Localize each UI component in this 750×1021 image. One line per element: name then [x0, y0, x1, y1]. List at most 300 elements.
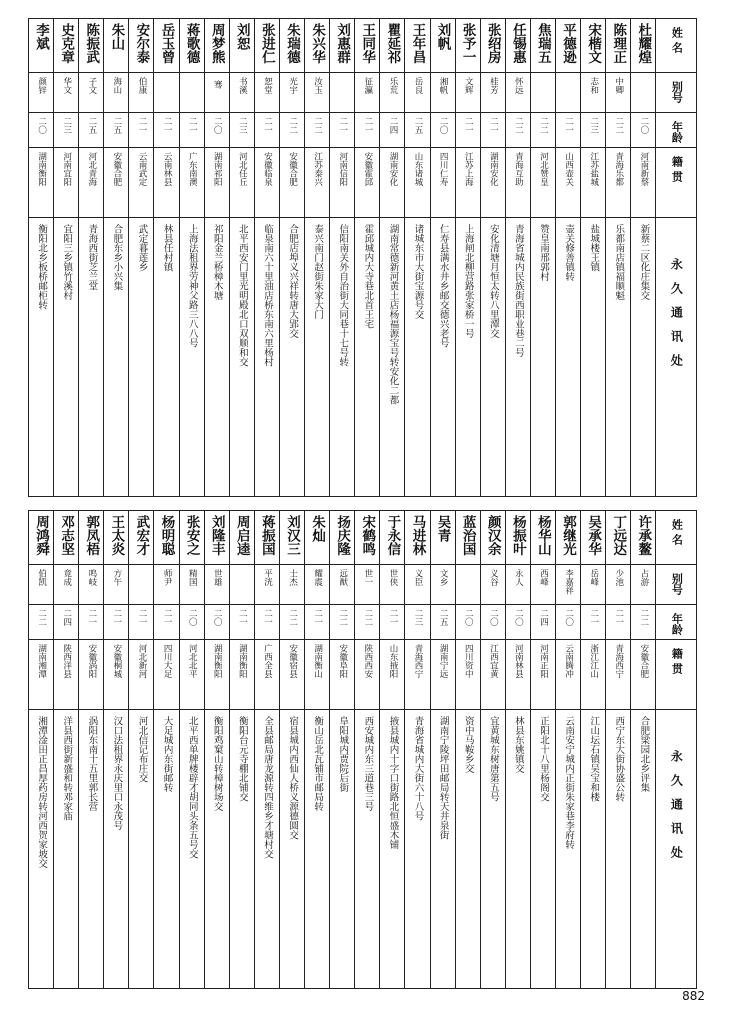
- native-text: 河北赞皇: [538, 152, 549, 186]
- cell-address: [129, 710, 154, 989]
- age-text: 二一: [137, 117, 148, 134]
- age-text: 二〇: [187, 609, 198, 626]
- cell-alias: [530, 73, 555, 113]
- age-text: 二一: [86, 609, 97, 626]
- cell-name: [29, 19, 54, 73]
- name-text: 蓝治国: [459, 515, 476, 556]
- header-name: [656, 511, 697, 565]
- name-text: 朱兴华: [309, 23, 326, 64]
- name-text: 王太炎: [108, 515, 125, 556]
- cell-age: [305, 605, 330, 640]
- address-text: 仁寿县满水井乡邮交德兴老号: [437, 224, 449, 348]
- cell-address: [380, 218, 405, 497]
- cell-alias: [455, 73, 480, 113]
- cell-address: [330, 710, 355, 989]
- cell-native: [355, 640, 380, 710]
- alias-text: 恕堂: [262, 77, 273, 94]
- name-text: 杨振叶: [509, 515, 526, 556]
- address-text: 衡阳台元寺棚北铺交: [236, 716, 248, 802]
- age-text: 二四: [387, 117, 398, 134]
- name-text: 颜汉余: [484, 515, 501, 556]
- age-text: 二二: [538, 117, 549, 134]
- age-text: 二一: [613, 609, 624, 626]
- address-text: 林县东姚镇交: [512, 716, 524, 773]
- age-text: 二二: [513, 117, 524, 134]
- native-text: 云南腾冲: [563, 644, 574, 678]
- cell-name: [330, 511, 355, 565]
- cell-native: [430, 640, 455, 710]
- cell-address: [430, 710, 455, 989]
- cell-native: [29, 148, 54, 218]
- age-text: 二四: [61, 609, 72, 626]
- cell-address: [455, 218, 480, 497]
- alias-text: 西峰: [538, 569, 549, 586]
- address-text: 大足城内东街邮转: [161, 716, 173, 792]
- cell-address: [204, 710, 229, 989]
- cell-native: [129, 640, 154, 710]
- header-label: 别号: [670, 81, 684, 103]
- cell-address: [229, 710, 254, 989]
- cell-name: [606, 19, 631, 73]
- cell-native: [606, 640, 631, 710]
- alias-text: 少池: [613, 569, 624, 586]
- native-text: 四川仁寿: [438, 152, 449, 186]
- cell-age: [355, 605, 380, 640]
- native-text: 四川资中: [463, 644, 474, 678]
- native-text: 河南林县: [513, 644, 524, 678]
- alias-text: 士杰: [287, 569, 298, 586]
- cell-address: [179, 710, 204, 989]
- alias-text: 义谷: [488, 569, 499, 586]
- cell-native: [355, 148, 380, 218]
- address-text: 霍邱城内大寺巷北首王宅: [362, 224, 374, 329]
- address-text: 宜阳三乡镇竹溪村: [61, 224, 73, 300]
- age-text: 二二: [638, 609, 649, 626]
- cell-name: [380, 511, 405, 565]
- cell-name: [179, 19, 204, 73]
- native-text: 河北青海: [86, 152, 97, 186]
- header-label: 年龄: [670, 121, 684, 143]
- cell-address: [254, 218, 279, 497]
- row-native: [29, 640, 697, 710]
- native-text: 广西全县: [262, 644, 273, 678]
- cell-native: [330, 148, 355, 218]
- age-text: 二一: [337, 117, 348, 134]
- name-text: 王年昌: [409, 23, 426, 64]
- name-text: 刘帆: [434, 23, 451, 50]
- native-text: 安徽合肥: [111, 152, 122, 186]
- header-label: 姓名: [670, 519, 684, 549]
- native-text: 河北新河: [137, 644, 148, 678]
- cell-address: [355, 218, 380, 497]
- cell-alias: [29, 565, 54, 605]
- age-text: 二一: [488, 117, 499, 134]
- age-text: 二五: [413, 117, 424, 134]
- cell-address: [380, 710, 405, 989]
- address-text: 阜阳城内贾院后街: [337, 716, 349, 792]
- cell-alias: [254, 73, 279, 113]
- name-text: 史克章: [58, 23, 75, 64]
- age-text: 二〇: [463, 609, 474, 626]
- alias-text: 方午: [111, 569, 122, 586]
- native-text: 青海乐都: [613, 152, 624, 186]
- cell-alias: [380, 73, 405, 113]
- name-text: 岳玉曾: [158, 23, 175, 64]
- cell-name: [305, 511, 330, 565]
- header-address: [656, 710, 697, 989]
- cell-alias: [355, 565, 380, 605]
- cell-native: [480, 640, 505, 710]
- row-alias: [29, 565, 697, 605]
- cell-age: [29, 605, 54, 640]
- cell-age: [505, 605, 530, 640]
- cell-alias: [330, 565, 355, 605]
- cell-address: [29, 710, 54, 989]
- cell-alias: [305, 73, 330, 113]
- cell-name: [455, 19, 480, 73]
- age-text: 二三: [61, 117, 72, 134]
- native-text: 湖南湘潭: [36, 644, 47, 678]
- age-text: 二一: [563, 117, 574, 134]
- cell-name: [129, 19, 154, 73]
- native-text: 陕西洋县: [61, 644, 72, 678]
- native-text: 安徽霍邱: [362, 152, 373, 186]
- age-text: 二五: [86, 117, 97, 134]
- row-alias: [29, 73, 697, 113]
- alias-text: 永人: [513, 569, 524, 586]
- roster-table-bottom: [28, 510, 697, 989]
- age-text: 二四: [538, 609, 549, 626]
- header-label: 姓名: [670, 27, 684, 57]
- cell-alias: [229, 73, 254, 113]
- cell-name: [405, 511, 430, 565]
- age-text: 二五: [438, 609, 449, 626]
- cell-name: [29, 511, 54, 565]
- cell-native: [305, 148, 330, 218]
- name-text: 郭继光: [560, 515, 577, 556]
- native-text: 安徽涡阳: [86, 644, 97, 678]
- cell-address: [54, 710, 79, 989]
- address-text: 掖县城内十字口街路北恒盛木铺: [387, 716, 399, 849]
- address-text: 新蔡二区化庄集交: [638, 224, 650, 300]
- native-text: 山东掖阳: [387, 644, 398, 678]
- alias-text: 怀远: [513, 77, 524, 94]
- cell-alias: [279, 73, 304, 113]
- age-text: 二二: [287, 609, 298, 626]
- cell-name: [229, 19, 254, 73]
- name-text: 周启逵: [233, 515, 250, 556]
- name-text: 王同华: [359, 23, 376, 64]
- cell-age: [305, 113, 330, 148]
- native-text: 青海西宁: [613, 644, 624, 678]
- cell-age: [330, 113, 355, 148]
- cell-age: [581, 113, 606, 148]
- cell-alias: [555, 565, 580, 605]
- native-text: 安徽桐城: [111, 644, 122, 678]
- cell-native: [631, 148, 656, 218]
- cell-name: [430, 511, 455, 565]
- alias-text: 文辉: [463, 77, 474, 94]
- cell-age: [405, 605, 430, 640]
- alias-text: 海山: [111, 77, 122, 94]
- cell-native: [455, 148, 480, 218]
- age-text: 二一: [262, 609, 273, 626]
- cell-age: [455, 113, 480, 148]
- cell-name: [530, 511, 555, 565]
- alias-text: 骞: [212, 79, 223, 88]
- row-age: [29, 113, 697, 148]
- age-text: 二二: [337, 609, 348, 626]
- native-text: 河南正阳: [538, 644, 549, 678]
- cell-alias: [54, 565, 79, 605]
- alias-text: 精国: [187, 569, 198, 586]
- age-text: 二〇: [563, 609, 574, 626]
- native-text: 江西宜黄: [488, 644, 499, 678]
- name-text: 瞿延祁: [384, 23, 401, 64]
- cell-native: [305, 640, 330, 710]
- roster-table-top: [28, 18, 697, 497]
- age-text: 二一: [111, 609, 122, 626]
- cell-native: [179, 148, 204, 218]
- cell-alias: [54, 73, 79, 113]
- cell-alias: [129, 565, 154, 605]
- name-text: 宋鹤鸣: [359, 515, 376, 556]
- address-text: 青海省城内大街六十八号: [412, 716, 424, 821]
- cell-age: [204, 605, 229, 640]
- address-text: 上海法租界劳神父路三八八号: [186, 224, 198, 348]
- cell-name: [129, 511, 154, 565]
- name-text: 朱瑞德: [283, 23, 300, 64]
- native-text: 云南武定: [137, 152, 148, 186]
- cell-name: [480, 19, 505, 73]
- cell-name: [555, 511, 580, 565]
- cell-age: [129, 113, 154, 148]
- cell-name: [505, 511, 530, 565]
- alias-text: 华文: [61, 77, 72, 94]
- cell-name: [305, 19, 330, 73]
- header-age: [656, 605, 697, 640]
- address-text: 资中马鞍乡交: [462, 716, 474, 773]
- row-name: [29, 19, 697, 73]
- name-text: 张进仁: [258, 23, 275, 64]
- alias-text: 世侠: [387, 569, 398, 586]
- cell-alias: [104, 73, 129, 113]
- cell-alias: [279, 565, 304, 605]
- cell-native: [455, 640, 480, 710]
- address-text: 诸城东市大街宝源号交: [412, 224, 424, 319]
- address-text: 合肥梁园北乡评集: [638, 716, 650, 792]
- cell-address: [530, 218, 555, 497]
- cell-address: [555, 710, 580, 989]
- cell-address: [104, 218, 129, 497]
- name-text: 蒋振国: [258, 515, 275, 556]
- cell-native: [405, 640, 430, 710]
- cell-address: [305, 218, 330, 497]
- cell-age: [154, 113, 179, 148]
- header-label: 别号: [670, 573, 684, 595]
- name-text: 吴青: [434, 515, 451, 542]
- cell-address: [279, 218, 304, 497]
- alias-text: 乐荒: [387, 77, 398, 94]
- cell-age: [179, 605, 204, 640]
- cell-name: [179, 511, 204, 565]
- header-label: 永久通讯处: [669, 258, 684, 378]
- cell-address: [254, 710, 279, 989]
- cell-address: [505, 710, 530, 989]
- name-text: 平德逊: [560, 23, 577, 64]
- native-text: 安徽合肥: [638, 644, 649, 678]
- cell-age: [179, 113, 204, 148]
- address-text: 赞皇南邢郭村: [538, 224, 550, 281]
- header-label: 籍贯: [670, 156, 684, 186]
- row-name: [29, 511, 697, 565]
- address-text: 衡山岳北瓦铺市邮局转: [312, 716, 324, 811]
- cell-native: [330, 640, 355, 710]
- cell-alias: [581, 73, 606, 113]
- cell-native: [480, 148, 505, 218]
- cell-native: [555, 640, 580, 710]
- cell-alias: [631, 73, 656, 113]
- cell-native: [581, 148, 606, 218]
- age-text: 二二: [36, 609, 47, 626]
- page-number: 882: [682, 989, 705, 1003]
- native-text: 河北任丘: [237, 152, 248, 186]
- cell-name: [631, 511, 656, 565]
- cell-name: [606, 511, 631, 565]
- address-text: 祁阳金兰桥樟木塘: [211, 224, 223, 300]
- cell-age: [581, 605, 606, 640]
- alias-text: 中卿: [613, 77, 624, 94]
- cell-native: [530, 148, 555, 218]
- address-text: 衡阳北乡板桥邮柜转: [36, 224, 48, 310]
- header-native: [656, 640, 697, 710]
- native-text: 山东诸城: [413, 152, 424, 186]
- cell-age: [229, 113, 254, 148]
- cell-native: [79, 640, 104, 710]
- cell-alias: [405, 565, 430, 605]
- age-text: 二二: [362, 609, 373, 626]
- cell-address: [606, 218, 631, 497]
- header-native: [656, 148, 697, 218]
- cell-age: [555, 605, 580, 640]
- address-text: 壶关修善镇转: [563, 224, 575, 281]
- cell-name: [581, 511, 606, 565]
- native-text: 安徽宿县: [287, 644, 298, 678]
- cell-native: [631, 640, 656, 710]
- name-text: 马进林: [409, 515, 426, 556]
- header-label: 年龄: [670, 613, 684, 635]
- cell-name: [430, 19, 455, 73]
- native-text: 安徽临泉: [262, 152, 273, 186]
- cell-native: [179, 640, 204, 710]
- name-text: 刘恕: [233, 23, 250, 50]
- cell-alias: [154, 565, 179, 605]
- cell-address: [229, 218, 254, 497]
- name-text: 朱山: [108, 23, 125, 50]
- cell-name: [154, 511, 179, 565]
- cell-address: [430, 218, 455, 497]
- cell-alias: [104, 565, 129, 605]
- cell-alias: [505, 565, 530, 605]
- name-text: 蒋歌德: [183, 23, 200, 64]
- cell-name: [631, 19, 656, 73]
- cell-name: [480, 511, 505, 565]
- cell-name: [355, 19, 380, 73]
- name-text: 许承鳌: [635, 515, 652, 556]
- age-text: 二一: [387, 609, 398, 626]
- cell-name: [581, 19, 606, 73]
- cell-address: [505, 218, 530, 497]
- native-text: 安徽阜阳: [337, 644, 348, 678]
- name-text: 张予一: [459, 23, 476, 64]
- alias-text: 桂芳: [488, 77, 499, 94]
- cell-address: [330, 218, 355, 497]
- cell-alias: [79, 73, 104, 113]
- alias-text: 光宇: [287, 77, 298, 94]
- cell-address: [631, 218, 656, 497]
- cell-native: [279, 640, 304, 710]
- address-text: 乐都南店镇福顺魁: [613, 224, 625, 300]
- cell-age: [229, 605, 254, 640]
- name-text: 刘惠群: [334, 23, 351, 64]
- address-text: 合肥东乡小兴集: [111, 224, 123, 291]
- cell-address: [79, 710, 104, 989]
- address-text: 湖南宁陵坪田邮局转天井泉街: [437, 716, 449, 840]
- cell-age: [254, 605, 279, 640]
- row-address: [29, 218, 697, 497]
- cell-address: [455, 710, 480, 989]
- native-text: 湖南衡阳: [36, 152, 47, 186]
- cell-address: [581, 710, 606, 989]
- cell-age: [54, 113, 79, 148]
- alias-text: 岳峰: [588, 569, 599, 586]
- cell-age: [54, 605, 79, 640]
- cell-native: [530, 640, 555, 710]
- address-text: 湘潭淦田正昌厚药房转河西贺家坡交: [36, 716, 48, 868]
- cell-native: [555, 148, 580, 218]
- cell-name: [79, 19, 104, 73]
- name-text: 任锡惠: [509, 23, 526, 64]
- cell-age: [455, 605, 480, 640]
- address-text: 云南安宁城内正街朱家巷李府转: [563, 716, 575, 849]
- header-name: [656, 19, 697, 73]
- cell-native: [54, 148, 79, 218]
- header-address: [656, 218, 697, 497]
- cell-alias: [430, 565, 455, 605]
- native-text: 河南新蔡: [638, 152, 649, 186]
- alias-text: 湘帆: [438, 77, 449, 94]
- alias-text: 文乡: [438, 569, 449, 586]
- cell-name: [279, 511, 304, 565]
- cell-name: [355, 511, 380, 565]
- cell-age: [129, 605, 154, 640]
- native-text: 广东南澳: [187, 152, 198, 186]
- alias-text: 李嘉祥: [563, 569, 574, 595]
- age-text: 二三: [588, 117, 599, 134]
- alias-text: 义臣: [413, 569, 424, 586]
- cell-alias: [606, 565, 631, 605]
- address-text: 宿县城内西仙人桥义源德圆交: [287, 716, 299, 840]
- cell-age: [279, 113, 304, 148]
- alias-text: 远猷: [337, 569, 348, 586]
- address-text: 全县邮局唐龙源转四维乡才塘村交: [261, 716, 273, 859]
- cell-age: [380, 605, 405, 640]
- address-text: 合肥店埠义兴祥转唐大郢交: [287, 224, 299, 338]
- name-text: 周梦熊: [208, 23, 225, 64]
- native-text: 安徽合肥: [287, 152, 298, 186]
- cell-native: [581, 640, 606, 710]
- address-text: 临泉南六十里油店桥东南六里杨村: [261, 224, 273, 367]
